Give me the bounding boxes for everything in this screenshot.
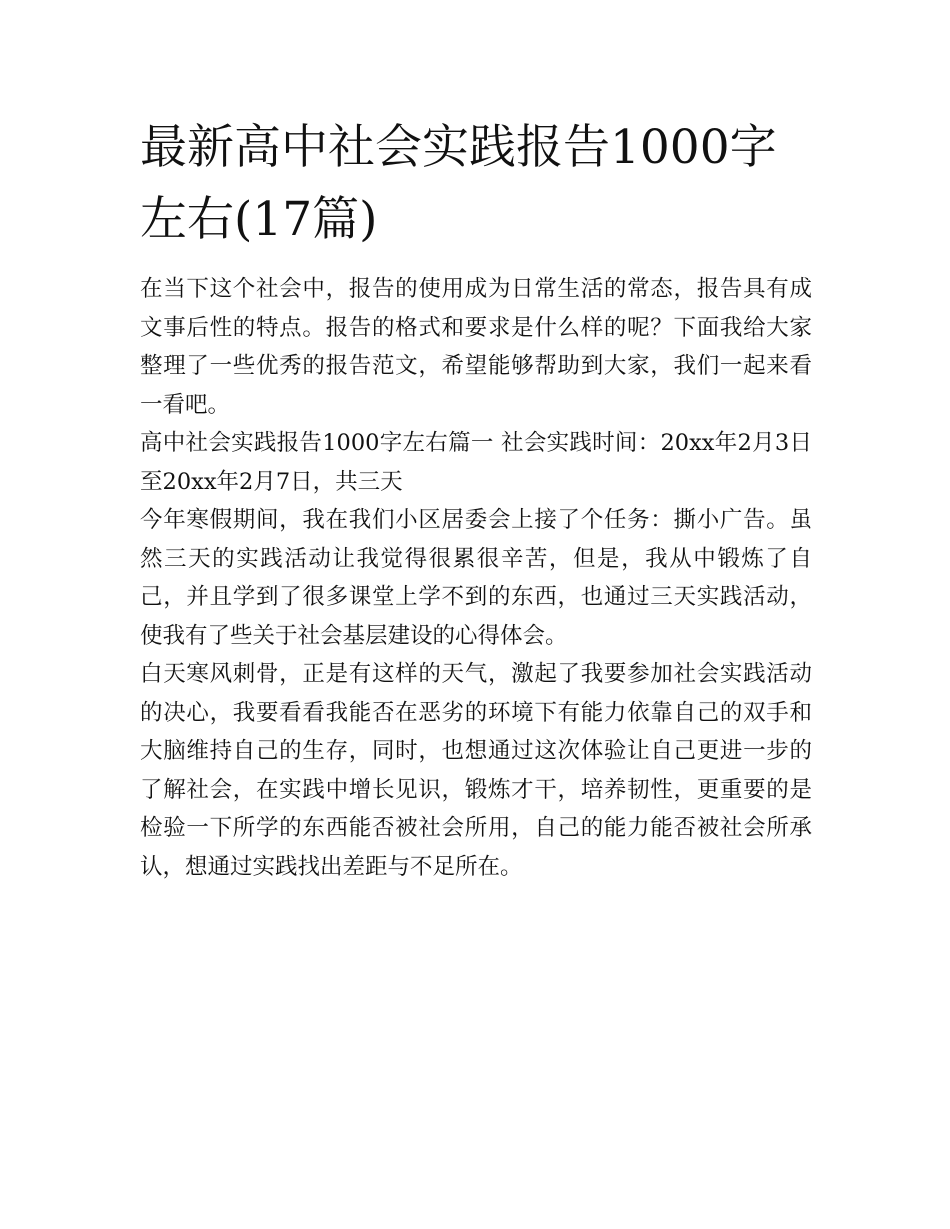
- section-heading-paragraph: 高中社会实践报告1000字左右篇一 社会实践时间：20xx年2月3日至20xx年2月7日，共三天: [140, 430, 812, 495]
- body-paragraph: 今年寒假期间，我在我们小区居委会上接了个任务：撕小广告。虽然三天的实践活动让我觉得很累很辛苦，但是，我从中锻炼了自己，并且学到了很多课堂上学不到的东西，也通过三天实践活动，使我有了些关于社会基层建设的心得体会。: [140, 507, 812, 649]
- document-body: [140, 270, 812, 886]
- intro-paragraph: 在当下这个社会中，报告的使用成为日常生活的常态，报告具有成文事后性的特点。报告的格式和要求是什么样的呢？下面我给大家整理了一些优秀的报告范文，希望能够帮助到大家，我们一起来看一看吧。: [140, 276, 812, 418]
- body-paragraph: 白天寒风刺骨，正是有这样的天气，激起了我要参加社会实践活动的决心，我要看看我能否在恶劣的环境下有能力依靠自己的双手和大脑维持自己的生存，同时，也想通过这次体验让自己更进一步的了解社会，在实践中增长见识，锻炼才干，培养韧性，更重要的是检验一下所学的东西能否被社会所用，自己的能力能否被社会所承认，想通过实践找出差距与不足所在。: [140, 661, 812, 880]
- document-page: [140, 112, 812, 886]
- document-title: 最新高中社会实践报告1000字左右(17篇): [140, 120, 777, 247]
